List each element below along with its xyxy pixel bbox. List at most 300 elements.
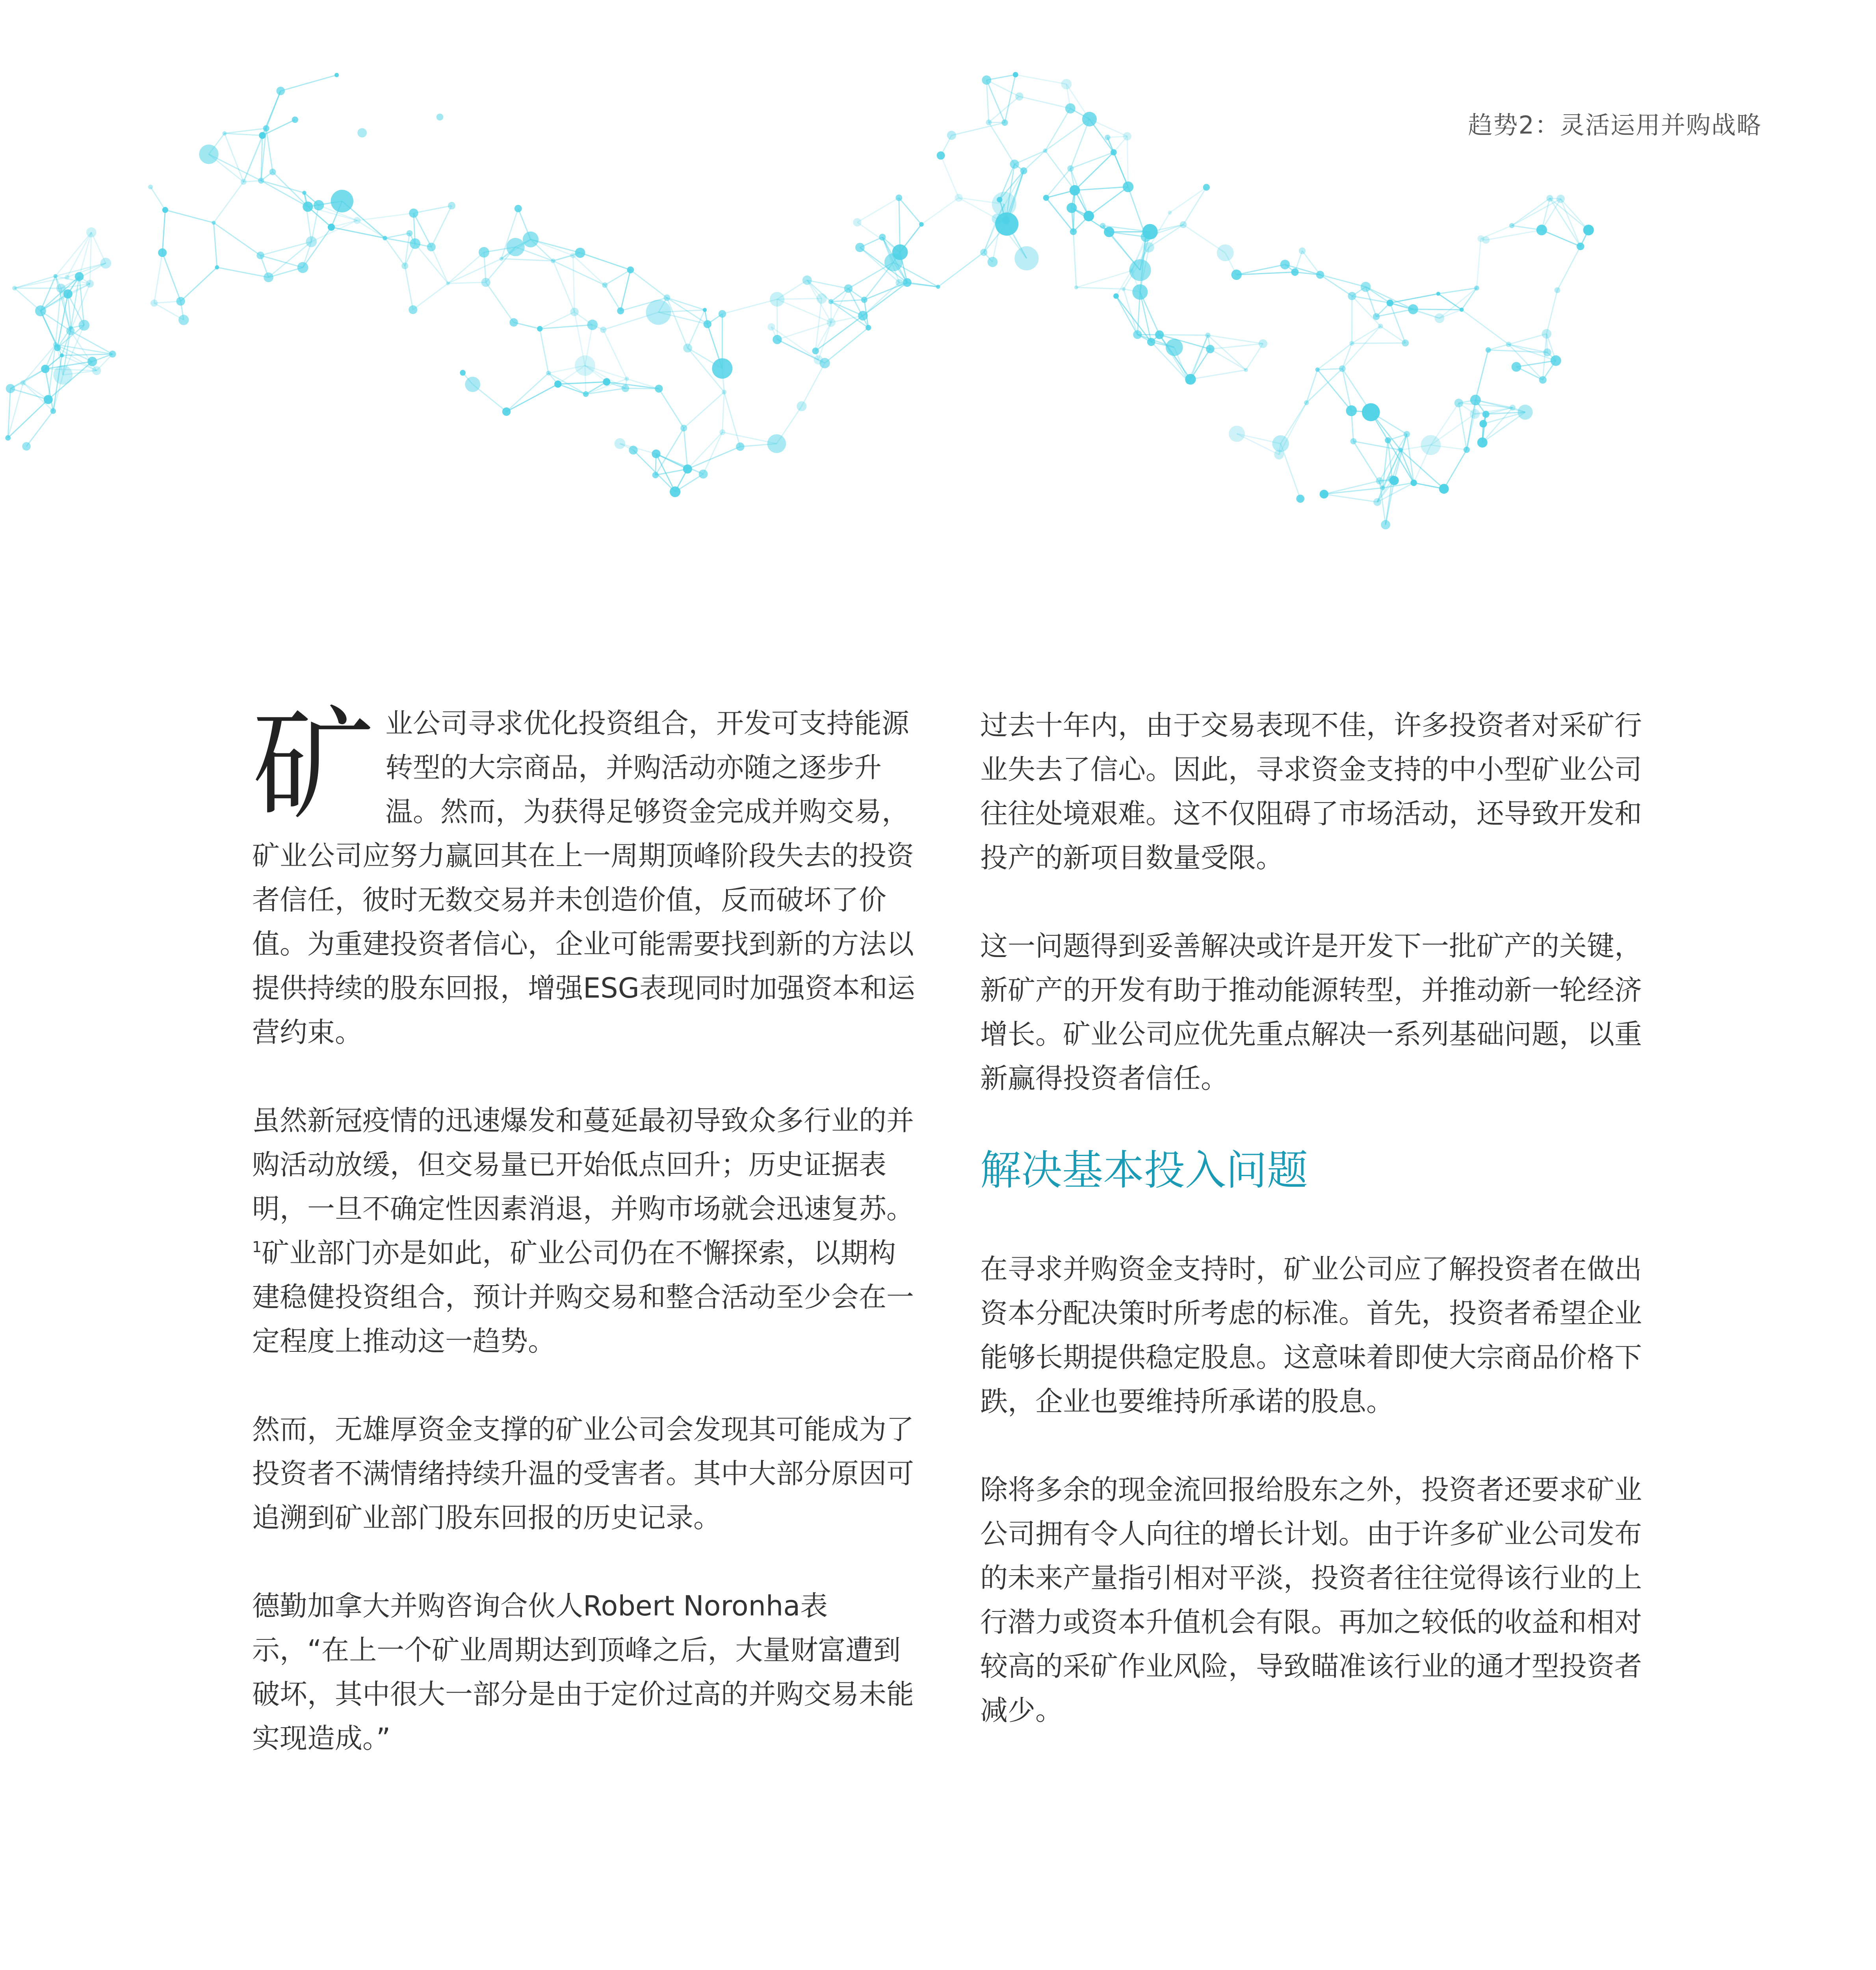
network-node <box>1474 286 1479 290</box>
network-node <box>1147 338 1155 346</box>
network-node <box>215 265 219 269</box>
network-node <box>277 87 285 95</box>
network-node <box>100 258 111 269</box>
network-node <box>409 208 418 217</box>
network-node <box>1543 348 1551 356</box>
network-link <box>722 299 777 314</box>
network-link <box>1191 370 1246 379</box>
network-node <box>1001 119 1008 126</box>
network-node <box>844 284 853 293</box>
network-node <box>1460 308 1464 312</box>
network-node <box>178 315 189 325</box>
network-node <box>736 442 744 451</box>
intro-paragraph <box>252 694 922 1054</box>
network-node <box>768 323 775 331</box>
network-link <box>1074 232 1077 287</box>
network-node <box>1166 339 1183 356</box>
network-node <box>1346 405 1357 416</box>
network-link <box>938 252 984 286</box>
network-link <box>280 75 336 91</box>
network-link <box>448 282 486 284</box>
network-link <box>1342 326 1380 369</box>
network-link <box>540 329 548 373</box>
network-node <box>982 75 991 85</box>
network-node <box>1100 223 1105 229</box>
network-node <box>551 258 555 263</box>
network-node <box>828 299 834 304</box>
network-node <box>892 244 908 260</box>
network-node <box>241 179 247 185</box>
network-node <box>53 365 72 385</box>
network-node <box>334 73 339 77</box>
network-node <box>903 278 912 287</box>
network-node <box>1141 232 1151 242</box>
network-node <box>1486 347 1491 353</box>
network-link <box>1210 349 1246 370</box>
network-link <box>1475 350 1488 400</box>
network-node <box>1577 243 1584 250</box>
network-link <box>667 298 705 310</box>
network-node <box>1402 340 1409 347</box>
network-node <box>86 280 94 288</box>
network-link <box>802 363 825 407</box>
network-link <box>150 187 165 210</box>
network-node <box>1348 292 1356 300</box>
network-node <box>1180 221 1187 228</box>
network-node <box>817 293 827 303</box>
network-node <box>1388 476 1396 483</box>
network-link <box>620 444 656 454</box>
network-link <box>1392 434 1407 479</box>
network-link <box>723 392 724 432</box>
network-node <box>699 470 708 479</box>
network-node <box>1542 329 1551 338</box>
network-node <box>1104 227 1114 237</box>
network-node <box>1111 149 1117 156</box>
network-node <box>1082 112 1097 126</box>
network-node <box>587 320 598 330</box>
network-node <box>176 297 185 306</box>
network-node <box>617 307 624 314</box>
network-link <box>1019 97 1070 108</box>
network-node <box>1291 268 1298 276</box>
network-link <box>154 253 162 303</box>
network-node <box>1043 195 1049 201</box>
network-node <box>770 292 784 307</box>
network-link <box>1324 488 1383 494</box>
network-node <box>1373 313 1380 320</box>
network-link <box>261 181 308 207</box>
network-node <box>955 194 963 202</box>
network-node <box>947 131 956 140</box>
network-node <box>12 286 17 290</box>
network-node <box>622 385 629 392</box>
intro-text: 业公司寻求优化投资组合，开发可支持能源转型的大宗商品，并购活动亦随之逐步升温。然而，为获得足够资金完成并购交易，矿业公司应努力赢回其在上一周期顶峰阶段失去的投资者信任，彼时无数交易并未创造价值，反而破坏了价值。为重建投资者信心，企业可能需要找到新的方法以提供持续的股东回报，增强ESG表现同时加强资本和运营约束。 <box>252 707 915 1048</box>
network-node <box>1133 330 1142 339</box>
network-node <box>1470 395 1481 405</box>
network-node <box>719 310 726 318</box>
network-link <box>989 97 1020 123</box>
network-node <box>1518 405 1532 420</box>
network-node <box>41 365 49 373</box>
left-column <box>252 694 922 1805</box>
network-node <box>919 222 924 227</box>
network-node <box>1376 477 1383 484</box>
network-node <box>35 305 46 316</box>
network-link <box>414 206 452 213</box>
network-node <box>258 178 264 184</box>
network-node <box>655 385 663 392</box>
network-node <box>407 230 413 236</box>
network-node <box>150 299 158 307</box>
network-node <box>1536 225 1547 235</box>
network-node <box>896 195 903 201</box>
network-link <box>831 288 849 322</box>
network-link <box>1320 275 1366 287</box>
network-node <box>1482 411 1490 418</box>
network-node <box>988 257 998 267</box>
network-link <box>724 392 740 447</box>
network-node <box>575 248 585 258</box>
network-link <box>1459 403 1513 408</box>
network-link <box>553 261 605 285</box>
network-node <box>797 401 806 411</box>
network-link <box>1045 108 1070 151</box>
network-link <box>1005 75 1015 123</box>
network-link <box>1482 412 1525 442</box>
network-node <box>1132 284 1148 300</box>
network-node <box>1583 225 1594 235</box>
network-node <box>75 272 84 281</box>
paragraph-6: 这一问题得到妥善解决或许是开发下一批矿产的关键，新矿产的开发有助于推动能源转型，并推动新一轮经济增长。矿业公司应优先重点解决一系列基础问题，以重新赢得投资者信任。 <box>980 930 1642 1095</box>
drop-cap: 矿 <box>252 694 374 836</box>
network-link <box>921 198 959 225</box>
network-node <box>448 202 455 209</box>
network-node <box>1105 135 1110 140</box>
network-node <box>1061 79 1072 89</box>
network-link <box>214 182 243 223</box>
network-link <box>656 454 675 492</box>
right-column <box>980 703 1650 1777</box>
network-node <box>1510 405 1516 411</box>
network-node <box>1122 287 1126 291</box>
network-node <box>583 391 589 397</box>
network-node <box>602 282 607 288</box>
network-link <box>951 123 1005 135</box>
network-node <box>1436 292 1440 296</box>
network-link <box>1076 288 1124 289</box>
network-node <box>1555 287 1560 293</box>
network-node <box>936 285 940 289</box>
network-node <box>292 117 298 123</box>
network-node <box>1381 520 1390 530</box>
network-link <box>620 270 630 311</box>
paragraph-8: 除将多余的现金流回报给股东之外，投资者还要求矿业公司拥有令人向往的增长计划。由于许多矿业公司发布的未来产量指引相对平淡，投资者往往觉得该行业的上行潜力或资本升值机会有限。再加之较低的收益和相对较高的采矿作业风险，导致瞄准该行业的通才型投资者减少。 <box>980 1474 1642 1727</box>
network-node <box>502 407 511 416</box>
network-node <box>306 236 317 247</box>
network-node <box>1113 294 1119 299</box>
network-link <box>243 136 262 182</box>
network-node <box>331 190 354 213</box>
network-node <box>446 281 450 285</box>
network-link <box>825 328 869 363</box>
network-node <box>6 384 15 393</box>
network-node <box>1304 400 1309 405</box>
network-link <box>1281 444 1300 499</box>
network-link <box>941 156 958 198</box>
network-node <box>1123 181 1133 192</box>
network-link <box>986 80 1019 97</box>
network-link <box>1438 294 1462 310</box>
network-node <box>1272 435 1289 452</box>
network-node <box>1015 92 1023 100</box>
network-node <box>1013 72 1018 78</box>
network-link <box>431 206 452 247</box>
network-node <box>269 169 276 175</box>
paragraph-2 <box>252 1098 922 1363</box>
network-node <box>60 353 64 357</box>
network-node <box>1315 368 1320 372</box>
network-link <box>863 282 907 316</box>
network-node <box>861 297 867 303</box>
network-link <box>448 252 484 283</box>
network-node <box>600 327 606 333</box>
network-node <box>1506 342 1512 347</box>
network-node <box>481 278 490 287</box>
network-node <box>767 434 786 453</box>
network-node <box>259 132 266 139</box>
network-node <box>79 320 89 331</box>
network-node <box>855 243 865 252</box>
network-node <box>256 252 264 259</box>
network-link <box>431 247 448 283</box>
network-node <box>5 435 11 440</box>
network-node <box>1361 282 1371 292</box>
network-node <box>703 308 707 312</box>
network-link <box>605 285 620 311</box>
network-node <box>575 355 595 376</box>
network-node <box>401 262 408 269</box>
network-link <box>815 299 822 351</box>
network-node <box>54 344 61 351</box>
network-node <box>1470 409 1480 419</box>
footnote-ref[interactable]: 1 <box>252 1238 262 1256</box>
network-link <box>303 227 331 268</box>
network-node <box>1435 313 1445 323</box>
network-link <box>1089 187 1128 216</box>
network-node <box>1244 368 1248 372</box>
network-link <box>1413 309 1462 310</box>
paragraph-5: 过去十年内，由于交易表现不佳，许多投资者对采矿行业失去了信心。因此，寻求资金支持的中小型矿业公司往往处境艰难。这不仅阻碍了市场活动，还导致开发和投产的新项目数量受限。 <box>980 709 1642 874</box>
network-link <box>181 268 217 301</box>
network-link <box>1477 239 1481 288</box>
network-link <box>1516 361 1556 367</box>
network-node <box>664 294 671 301</box>
network-link <box>162 210 165 253</box>
network-node <box>629 446 637 454</box>
network-node <box>570 253 576 258</box>
network-node <box>1408 304 1418 314</box>
network-link <box>1324 494 1377 502</box>
network-node <box>1362 403 1380 421</box>
network-node <box>1398 448 1403 452</box>
network-node <box>712 358 732 379</box>
network-node <box>1280 260 1290 269</box>
network-node <box>523 232 539 247</box>
network-link <box>1324 481 1380 494</box>
network-node <box>465 377 480 392</box>
network-node <box>222 131 227 136</box>
network-link <box>357 213 413 221</box>
network-node <box>1385 437 1391 444</box>
network-node <box>1066 203 1077 213</box>
network-link <box>1459 403 1467 450</box>
network-link <box>486 282 514 323</box>
network-node <box>69 326 73 330</box>
network-node <box>409 305 417 314</box>
network-link <box>1486 230 1542 240</box>
network-link <box>448 259 501 283</box>
paragraph-7: 在寻求并购资金支持时，矿业公司应了解投资者在做出资本分配决策时所考虑的标准。首先，投资者希望企业能够长期提供稳定股息。这意味着即使大宗商品价格下跌，企业也要维持所承诺的股息。 <box>980 1253 1642 1418</box>
network-node <box>1299 247 1306 254</box>
network-link <box>1352 343 1405 344</box>
network-node <box>515 205 522 212</box>
network-node <box>506 238 524 256</box>
network-link <box>1352 326 1380 344</box>
network-link <box>684 428 687 469</box>
network-node <box>199 145 218 164</box>
network-link <box>580 253 631 270</box>
network-node <box>1065 103 1075 113</box>
network-node <box>1509 223 1514 228</box>
network-link <box>989 123 1014 164</box>
network-node <box>1014 246 1038 270</box>
network-node <box>646 300 671 325</box>
network-link <box>1016 75 1066 84</box>
network-node <box>812 348 819 354</box>
network-link <box>1046 198 1073 232</box>
network-node <box>54 274 58 279</box>
network-link <box>899 198 900 252</box>
network-link <box>1127 136 1128 187</box>
network-node <box>1074 285 1078 289</box>
network-link <box>1046 169 1070 198</box>
network-node <box>22 442 31 451</box>
network-node <box>627 266 634 273</box>
network-node <box>479 247 489 258</box>
network-node <box>263 125 269 132</box>
network-node <box>704 320 711 328</box>
network-link <box>385 238 405 266</box>
network-node <box>1557 195 1565 203</box>
network-node <box>1439 484 1449 494</box>
network-node <box>162 207 168 213</box>
network-link <box>1557 246 1581 290</box>
network-link <box>857 198 899 222</box>
network-node <box>109 351 116 358</box>
network-link <box>553 261 574 312</box>
network-node <box>1205 333 1210 338</box>
network-link <box>90 232 91 284</box>
network-node <box>819 358 830 368</box>
network-link <box>1302 251 1320 275</box>
network-link <box>266 128 273 172</box>
network-link <box>1075 152 1114 190</box>
network-node <box>670 487 680 497</box>
network-link <box>831 300 864 302</box>
network-node <box>1206 345 1215 353</box>
network-node <box>44 395 53 404</box>
network-link <box>986 80 989 122</box>
paragraph-3: 然而，无雄厚资金支撑的矿业公司会发现其可能成为了投资者不满情绪持续升温的受害者。其中大部分原因可追溯到矿业部门股东回报的历史记录。 <box>252 1413 914 1534</box>
network-node <box>554 381 561 388</box>
network-link <box>162 253 180 301</box>
network-link <box>8 400 48 438</box>
network-link <box>1550 198 1588 230</box>
network-link <box>1547 290 1557 334</box>
network-node <box>615 438 626 449</box>
network-link <box>603 330 627 379</box>
network-link <box>1353 441 1400 450</box>
network-link <box>1024 151 1046 171</box>
section-header-label: 趋势2：灵活运用并购战略 <box>1468 111 1762 139</box>
network-node <box>1482 236 1490 244</box>
network-node <box>1185 374 1196 385</box>
network-node <box>980 249 987 256</box>
network-node <box>158 248 167 257</box>
network-node <box>427 243 436 251</box>
network-node <box>1339 365 1346 372</box>
paragraph-2-part-a: 虽然新冠疫情的迅速爆发和蔓延最初导致众多行业的并购活动放缓，但交易量已开始低点回升；历史证据表明，一旦不确定性因素消退，并购市场就会迅速复苏。 <box>252 1104 914 1225</box>
network-node <box>63 289 72 298</box>
network-node <box>1070 185 1080 195</box>
network-node <box>603 378 610 386</box>
network-link <box>688 310 705 348</box>
network-node <box>683 465 692 474</box>
network-node <box>827 318 836 327</box>
network-link <box>1462 310 1508 344</box>
network-link <box>214 223 260 255</box>
network-node <box>354 217 361 224</box>
network-node <box>1129 268 1134 273</box>
network-node <box>1404 431 1410 437</box>
network-node <box>1350 438 1357 444</box>
network-node <box>1479 420 1487 427</box>
network-link <box>605 270 630 285</box>
network-node <box>212 221 215 225</box>
network-node <box>1551 355 1561 366</box>
network-node <box>986 119 992 125</box>
network-link <box>1183 187 1207 225</box>
network-node <box>1477 437 1488 448</box>
network-link <box>1075 187 1128 190</box>
network-node <box>1296 494 1304 503</box>
network-link <box>573 255 574 312</box>
network-node <box>1387 299 1393 306</box>
network-node <box>719 429 725 435</box>
network-node <box>992 192 1016 216</box>
network-link <box>225 134 262 136</box>
network-link <box>627 379 659 388</box>
network-link <box>659 388 684 428</box>
network-node <box>1410 479 1417 486</box>
network-link <box>1170 187 1207 212</box>
network-node <box>683 344 692 353</box>
network-link <box>1246 344 1263 370</box>
network-node <box>297 262 308 273</box>
network-node <box>303 201 313 212</box>
network-node <box>65 275 69 280</box>
